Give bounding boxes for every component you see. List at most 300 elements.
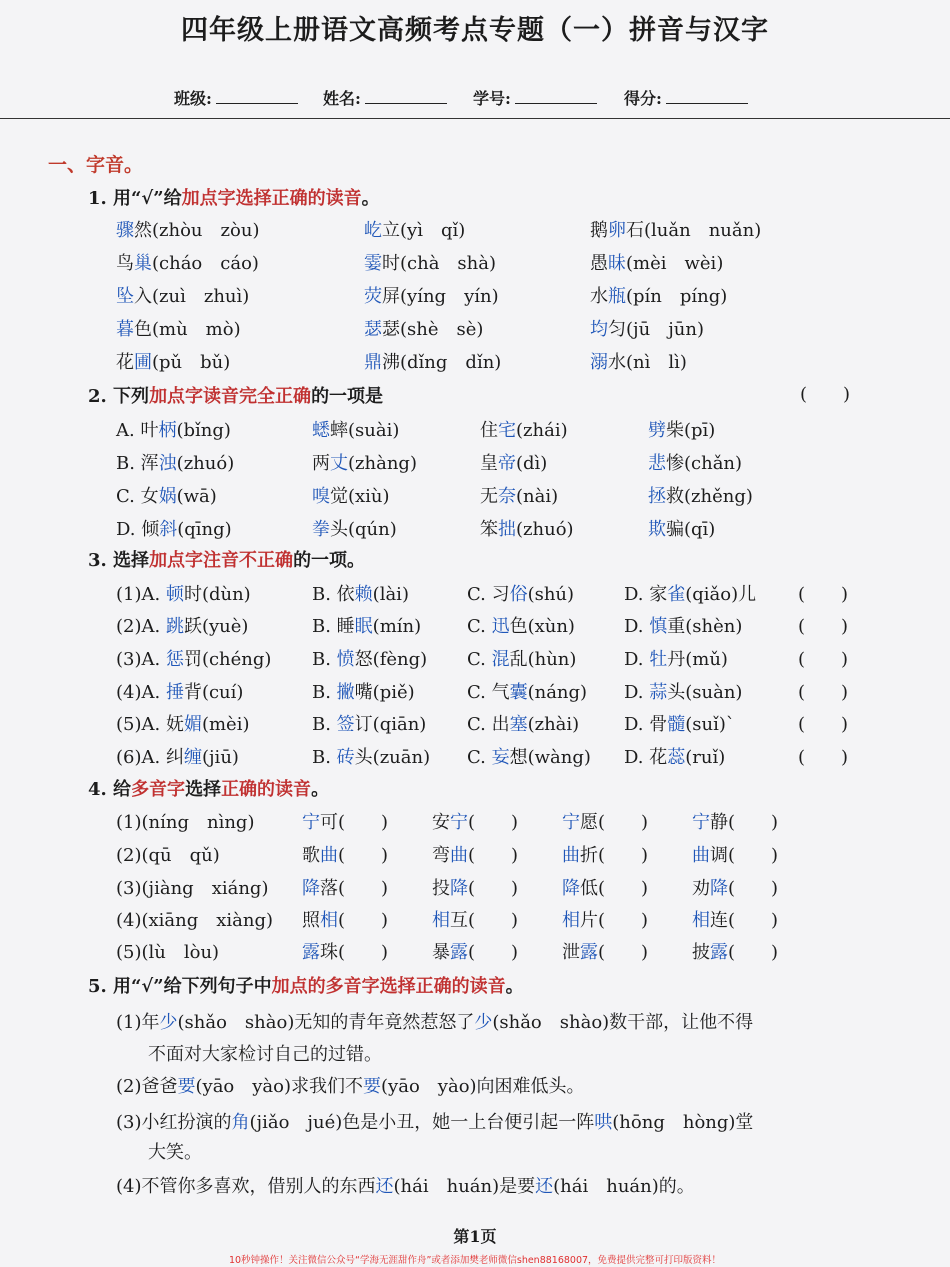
q4-word-blank[interactable] [692,841,778,867]
text-part: (1)A. [116,584,166,605]
dotted-char: 柄 [158,420,177,441]
q3-answer-paren[interactable]: ( ) [798,714,849,735]
q1-item [364,315,483,341]
q3-option-item [116,678,243,704]
text-part: (jiū) [201,747,239,768]
q4-word-blank[interactable] [302,874,388,900]
text-part: (wā) [176,486,217,507]
text-part: 乱(hùn) [509,649,577,670]
text-part: C. 出 [467,714,510,735]
dotted-char: 宁 [302,812,320,833]
dotted-char: 愤 [336,649,355,670]
text-part: 住 [480,420,498,441]
q1-item [590,249,723,275]
q2-option-item [648,515,715,541]
text-part: 时(chà shà) [382,253,497,274]
text-part: 愿( ) [580,812,649,833]
text-part: B. 依 [312,584,355,605]
text-part: (3)A. [116,649,166,670]
text-part: (qīng) [177,519,232,540]
text-part: 互( ) [450,910,519,931]
dotted-char: 妄 [491,747,510,768]
q3-option-item [467,710,579,736]
text-part: 重(shèn) [667,616,743,637]
dotted-char: 慎 [649,616,668,637]
dotted-char: 昧 [608,253,626,274]
text-part: (pín píng) [626,286,728,307]
q3-option-item [624,645,728,671]
q1-item [364,282,499,308]
dotted-char: 霎 [364,253,382,274]
text-part: 照 [302,910,320,931]
text-part: ( ) [728,878,779,899]
text-part: D. [624,616,650,637]
dotted-char: 签 [336,714,355,735]
text-part: (6)A. 纠 [116,747,184,768]
dotted-char: 劈 [648,420,666,441]
text-part: 救(zhěng) [666,486,753,507]
text-part: 投 [432,878,450,899]
text-part: 暴 [432,942,450,963]
text-part: D. [624,682,650,703]
q5-prompt: 5. 用“√”给下列句子中加点的多音字选择正确的读音。 [88,976,524,997]
q1-item [116,348,230,374]
q1-item [364,216,465,242]
dotted-char: 蒜 [649,682,668,703]
text-part: ( ) [468,845,519,866]
name-label: 姓名: [323,86,447,109]
q3-answer-paren[interactable]: ( ) [798,649,849,670]
text-part: 时(dùn) [183,584,251,605]
text-part: B. 睡 [312,616,355,637]
class-label: 班级: [174,86,298,109]
q2-option-item [312,449,417,475]
q3-option-item [116,580,251,606]
text-part: 头(qún) [330,519,397,540]
text-part: 觉(xiù) [330,486,390,507]
dotted-char: 降 [710,878,728,899]
q3-option-item [624,678,742,704]
text-part: 愚 [590,253,608,274]
dotted-char: 塞 [509,714,528,735]
text-part: C. [467,649,492,670]
q4-word-blank[interactable] [432,841,518,867]
text-part: 鹅 [590,220,608,241]
dotted-char: 瑟 [364,319,382,340]
dotted-char: 混 [491,649,510,670]
text-part: 蟀(suài) [330,420,400,441]
text-part: C. 女 [116,486,159,507]
q4-word-blank[interactable] [302,938,388,964]
dotted-char: 赖 [354,584,373,605]
q4-word-blank[interactable] [692,906,778,932]
text-part: 跃(yuè) [183,616,249,637]
q1-item [590,348,687,374]
q5-sentence-3-cont: 大笑。 [148,1142,202,1163]
text-part: (5)A. 妩 [116,714,184,735]
dotted-char: 宅 [498,420,516,441]
q4-pinyin-options: (3)(jiàng xiáng) [116,878,269,899]
text-part: 怒(fèng) [354,649,428,670]
q4-word-blank[interactable] [562,841,648,867]
q2-option-item [116,449,234,475]
q3-option-item [312,580,409,606]
dotted-char: 斜 [159,519,178,540]
q2-option-item [648,482,753,508]
dotted-char: 浊 [158,453,177,474]
text-part: (bǐng) [176,420,231,441]
q3-prompt: 3. 选择加点字注音不正确的一项。 [88,550,366,571]
dotted-char: 相 [320,910,338,931]
q3-option-item [116,710,249,736]
dotted-char: 暮 [116,319,134,340]
q4-prompt: 4. 给多音字选择正确的读音。 [88,779,330,800]
text-part: 歌 [302,845,320,866]
text-part: 沸(dǐng dǐn) [382,352,502,373]
text-part: B. [312,747,337,768]
q3-option-item [624,580,756,606]
text-part: D. 倾 [116,519,160,540]
q2-option-item [116,515,232,541]
text-part: (lài) [372,584,409,605]
text-part: (pǔ bǔ) [152,352,231,373]
q3-option-item [467,645,576,671]
dotted-char: 相 [692,910,710,931]
dotted-char: 坠 [116,286,134,307]
dotted-char: 卵 [608,220,626,241]
q1-item [590,282,727,308]
dotted-char: 瓶 [608,286,626,307]
text-part: B. [312,714,337,735]
text-part: 丹(mǔ) [667,649,728,670]
text-part: 嘴(piě) [354,682,415,703]
text-part: 两 [312,453,330,474]
dotted-char: 宁 [562,812,580,833]
text-part: D. 花 [624,747,668,768]
dotted-char: 鼎 [364,352,382,373]
dotted-char: 巢 [134,253,152,274]
dotted-char: 宁 [692,812,710,833]
text-part: (mín) [372,616,422,637]
text-part: (qiǎo)儿 [685,584,757,605]
dotted-char: 拳 [312,519,330,540]
q2-option-item [116,416,231,442]
text-part: 折( ) [580,845,649,866]
dotted-char: 露 [580,942,598,963]
q3-option-item [116,743,239,769]
q3-option-item [467,743,591,769]
dotted-char: 露 [302,942,320,963]
dotted-char: 蕊 [667,747,686,768]
q3-option-item [312,743,430,769]
q1-item [116,216,259,242]
q2-answer-paren[interactable]: ( ) [800,384,851,405]
q1-item [590,216,761,242]
dotted-char: 露 [710,942,728,963]
dotted-char: 跳 [165,616,184,637]
text-part: (zhuó) [516,519,574,540]
dotted-char: 骤 [116,220,134,241]
q1-item [116,282,249,308]
text-part: 劝 [692,878,710,899]
dotted-char: 相 [432,910,450,931]
text-part: ( ) [468,942,519,963]
dotted-char: 曲 [692,845,710,866]
score-label: 得分: [624,86,748,109]
q3-option-item [312,678,415,704]
dotted-char: 丈 [330,453,348,474]
text-part: ( ) [338,910,389,931]
q4-word-blank[interactable] [562,906,648,932]
q3-option-item [467,580,574,606]
text-part: (dì) [516,453,548,474]
q5-sentence-1: (1)年少(shǎo shào)无知的青年竟然惹怒了少(shǎo shào)数干部，让他不得 [116,1012,754,1033]
text-part: 然(zhòu zòu) [134,220,260,241]
q3-option-item [312,710,426,736]
dotted-char: 蟋 [312,420,330,441]
text-part: ( ) [598,942,649,963]
text-part: (ruǐ) [685,747,726,768]
q3-answer-paren[interactable]: ( ) [798,616,849,637]
q2-option-item [312,416,399,442]
dotted-char: 缠 [183,747,202,768]
text-part: (zhuó) [176,453,235,474]
q3-option-item [467,612,575,638]
q1-item [116,249,259,275]
q2-option-item [480,449,547,475]
q3-option-item [312,645,427,671]
text-part: 屏(yíng yín) [382,286,499,307]
text-part: (mèi wèi) [626,253,724,274]
dotted-char: 迅 [491,616,510,637]
text-part: (zhàng) [348,453,417,474]
q3-answer-paren[interactable]: ( ) [798,584,849,605]
header-divider [0,118,950,119]
dotted-char: 娲 [158,486,177,507]
q4-word-blank[interactable] [432,874,518,900]
text-part: B. 浑 [116,453,159,474]
text-part: (zhài) [527,714,580,735]
dotted-char: 奈 [498,486,516,507]
text-part: 连( ) [710,910,779,931]
text-part: 笨 [480,519,498,540]
q3-answer-paren[interactable]: ( ) [798,747,849,768]
q2-option-item [648,416,715,442]
q1-item [364,249,496,275]
q2-option-item [480,482,558,508]
q5-sentence-1-cont: 不面对大家检讨自己的过错。 [148,1044,382,1065]
dotted-char: 牡 [649,649,668,670]
text-part: 珠( ) [320,942,389,963]
dotted-char: 惩 [165,649,184,670]
dotted-char: 溺 [590,352,608,373]
text-part: (suǐ)` [685,714,735,735]
text-part: 鸟 [116,253,134,274]
text-part: 订(qiān) [354,714,427,735]
dotted-char: 降 [302,878,320,899]
text-part: 头(zuān) [354,747,431,768]
text-part: 水 [590,286,608,307]
q2-option-item [312,515,397,541]
text-part: 落( ) [320,878,389,899]
text-part: 背(cuí) [183,682,244,703]
text-part: 水(nì lì) [608,352,687,373]
text-part: 调( ) [710,845,779,866]
q2-option-item [480,416,568,442]
dotted-char: 眠 [354,616,373,637]
q5-sentence-2: (2)爸爸要(yāo yào)求我们不要(yāo yào)向困难低头。 [116,1076,585,1097]
dotted-char: 圃 [134,352,152,373]
text-part: 低( ) [580,878,649,899]
q4-word-blank[interactable] [692,874,778,900]
text-part: 无 [480,486,498,507]
text-part: (shú) [527,584,575,605]
q3-option-item [624,612,742,638]
text-part: 色(mù mò) [134,319,241,340]
dotted-char: 荧 [364,286,382,307]
text-part: 石(luǎn nuǎn) [626,220,762,241]
q4-pinyin-options: (1)(níng nìng) [116,812,255,833]
text-part: 可( ) [320,812,389,833]
q4-word-blank[interactable] [432,808,518,834]
q3-option-item [312,612,421,638]
text-part: (2)A. [116,616,166,637]
text-part: 色(xùn) [509,616,575,637]
q2-option-item [312,482,390,508]
q4-word-blank[interactable] [562,938,648,964]
dotted-char: 砖 [336,747,355,768]
q1-item [364,348,501,374]
text-part: 惨(chǎn) [666,453,743,474]
q3-answer-paren[interactable]: ( ) [798,682,849,703]
q2-option-item [116,482,217,508]
text-part: ( ) [468,878,519,899]
q5-sentence-4: (4)不管你多喜欢，借别人的东西还(hái huán)是要还(hái huán)的。 [116,1176,695,1197]
text-part: 头(suàn) [667,682,743,703]
text-part: 披 [692,942,710,963]
dotted-char: 髓 [667,714,686,735]
text-part: C. 习 [467,584,510,605]
dotted-char: 俗 [509,584,528,605]
q2-prompt: 2. 下列加点字读音完全正确的一项是 [88,386,384,407]
text-part: A. 叶 [116,420,159,441]
q3-option-item [467,678,587,704]
q1-item [590,315,704,341]
text-part: 想(wàng) [509,747,591,768]
dotted-char: 曲 [562,845,580,866]
text-part: 泄 [562,942,580,963]
dotted-char: 屹 [364,220,382,241]
q4-word-blank[interactable] [562,874,648,900]
q4-word-blank[interactable] [432,906,518,932]
dotted-char: 雀 [667,584,686,605]
dotted-char: 露 [450,942,468,963]
q1-item [116,315,241,341]
q4-word-blank[interactable] [562,808,648,834]
q4-word-blank[interactable] [302,841,388,867]
text-part: C. [467,747,492,768]
text-part: 罚(chéng) [183,649,272,670]
dotted-char: 曲 [450,845,468,866]
text-part: 花 [116,352,134,373]
promo-note: 10秒钟操作！关注微信公众号“学海无涯甜作舟”或者添加樊老师微信shen88168007，免费提供完整可打印版资料！ [228,1255,722,1266]
text-part: D. 骨 [624,714,668,735]
text-part: C. [467,616,492,637]
text-part: (nài) [516,486,559,507]
text-part: 立(yì qǐ) [382,220,466,241]
q4-word-blank[interactable] [692,938,778,964]
text-part: ( ) [728,942,779,963]
dotted-char: 嗅 [312,486,330,507]
text-part: 柴(pī) [666,420,716,441]
dotted-char: 宁 [450,812,468,833]
text-part: D. 家 [624,584,668,605]
text-part: C. 气 [467,682,510,703]
text-part: (cháo cáo) [152,253,259,274]
text-part: ( ) [468,812,519,833]
q4-word-blank[interactable] [432,938,518,964]
page-title: 四年级上册语文高频考点专题（一）拼音与汉字 [181,15,769,46]
q1-prompt: 1. 用“√”给加点字选择正确的读音。 [88,188,380,209]
text-part: D. [624,649,650,670]
q2-option-item [648,449,742,475]
q4-word-blank[interactable] [302,808,388,834]
dotted-char: 媚 [183,714,202,735]
dotted-char: 囊 [509,682,528,703]
text-part: (zhái) [516,420,568,441]
text-part: 皇 [480,453,498,474]
dotted-char: 均 [590,319,608,340]
q4-pinyin-options: (4)(xiāng xiàng) [116,910,274,931]
page-number: 第1页 [453,1227,497,1246]
section-1-heading: 一、字音。 [48,154,144,176]
dotted-char: 相 [562,910,580,931]
text-part: B. [312,649,337,670]
dotted-char: 帝 [498,453,516,474]
q4-word-blank[interactable] [302,906,388,932]
text-part: 弯 [432,845,450,866]
text-part: (mèi) [201,714,250,735]
text-part: 片( ) [580,910,649,931]
text-part: 入(zuì zhuì) [134,286,250,307]
q3-option-item [116,645,271,671]
q4-word-blank[interactable] [692,808,778,834]
text-part: 静( ) [710,812,779,833]
dotted-char: 欺 [648,519,666,540]
dotted-char: 捶 [165,682,184,703]
text-part: 瑟(shè sè) [382,319,484,340]
dotted-char: 悲 [648,453,666,474]
text-part: B. [312,682,337,703]
dotted-char: 顿 [165,584,184,605]
dotted-char: 降 [562,878,580,899]
q4-pinyin-options: (2)(qū qǔ) [116,845,220,866]
q3-option-item [116,612,248,638]
text-part: (4)A. [116,682,166,703]
text-part: 匀(jū jūn) [608,319,704,340]
text-part: ( ) [338,845,389,866]
q3-option-item [624,743,725,769]
dotted-char: 曲 [320,845,338,866]
text-part: 骗(qī) [666,519,716,540]
q5-sentence-3: (3)小红扮演的角(jiǎo jué)色是小丑，她一上台便引起一阵哄(hōng hòng)堂 [116,1112,754,1133]
text-part: (náng) [527,682,588,703]
q2-option-item [480,515,574,541]
dotted-char: 撇 [336,682,355,703]
dotted-char: 拯 [648,486,666,507]
student-id-label: 学号: [473,86,597,109]
dotted-char: 拙 [498,519,516,540]
